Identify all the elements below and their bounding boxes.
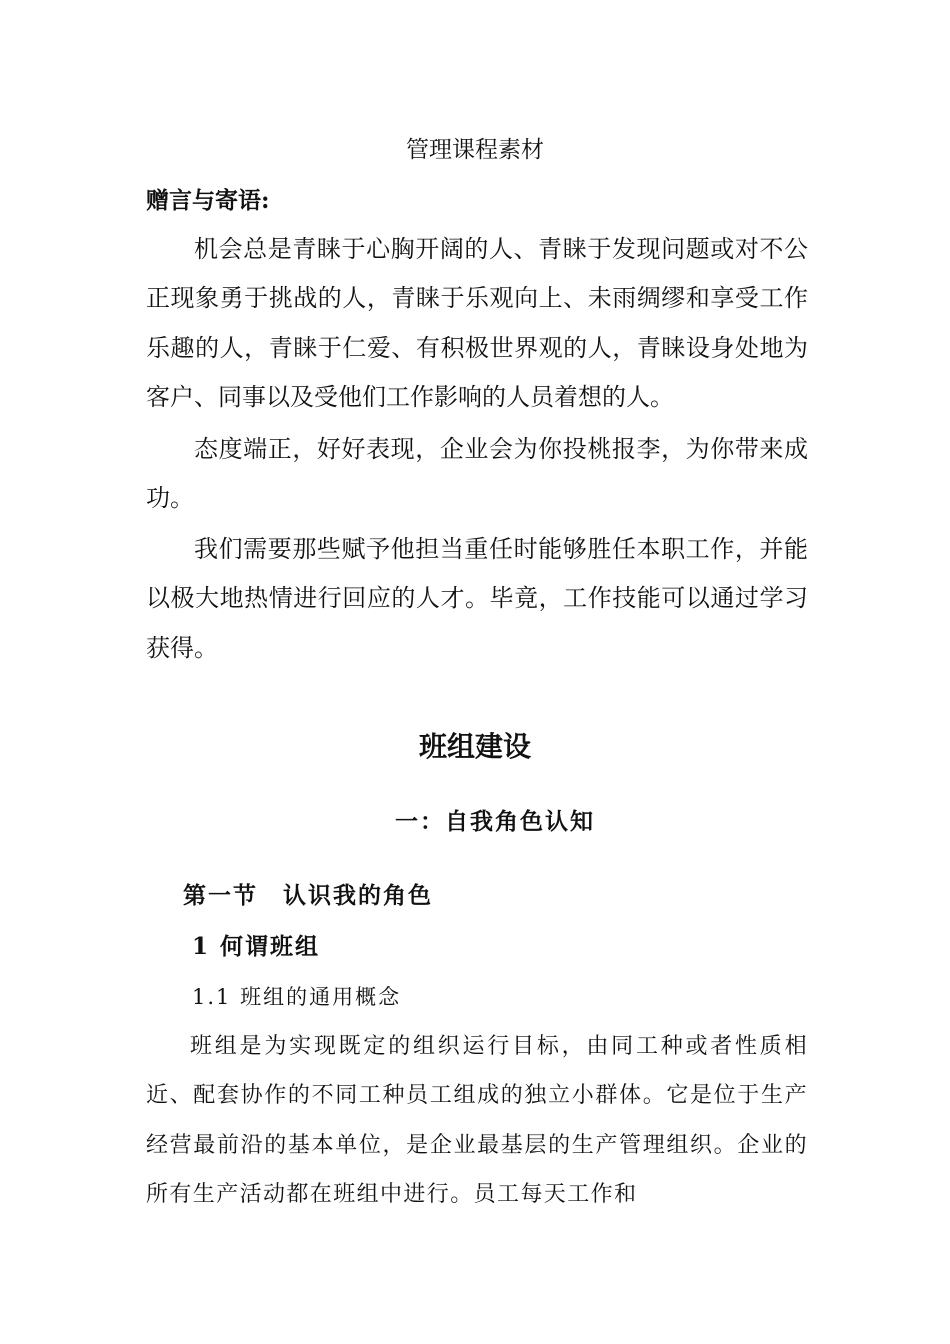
subsection-heading: 1 何谓班组: [192, 933, 321, 960]
node-title: 第一节 认识我的角色: [183, 882, 433, 909]
paragraph-attitude: 态度端正，好好表现，企业会为你投桃报李，为你带来成功。: [146, 435, 808, 513]
document-title: 管理课程素材: [406, 137, 544, 163]
section-title: 班组建设: [418, 730, 531, 763]
chapter-title: 一：自我角色认知: [395, 808, 595, 835]
paragraph-talent: 我们需要那些赋予他担当重任时能够胜任本职工作，并能以极大地热情进行回应的人才。毕竟，工作技能可以通过学习获得。: [146, 535, 808, 662]
paragraph-opportunity: 机会总是青睐于心胸开阔的人、青睐于发现问题或对不公正现象勇于挑战的人，青睐于乐观向上、未雨绸缪和享受工作乐趣的人，青睐于仁爱、有积极世界观的人，青睐设身处地为客户、同事以及受他们工作影响的人员着想的人。: [146, 235, 808, 411]
paragraph-team-definition: 班组是为实现既定的组织运行目标，由同工种或者性质相近、配套协作的不同工种员工组成的独立小群体。它是位于生产经营最前沿的基本单位，是企业最基层的生产管理组织。企业的所有生产活动都在班组中进行。员工每天工作和: [146, 1034, 808, 1207]
gift-heading: 赠言与寄语:: [146, 187, 270, 214]
subsubsection-heading: 1.1 班组的通用概念: [192, 985, 402, 1009]
